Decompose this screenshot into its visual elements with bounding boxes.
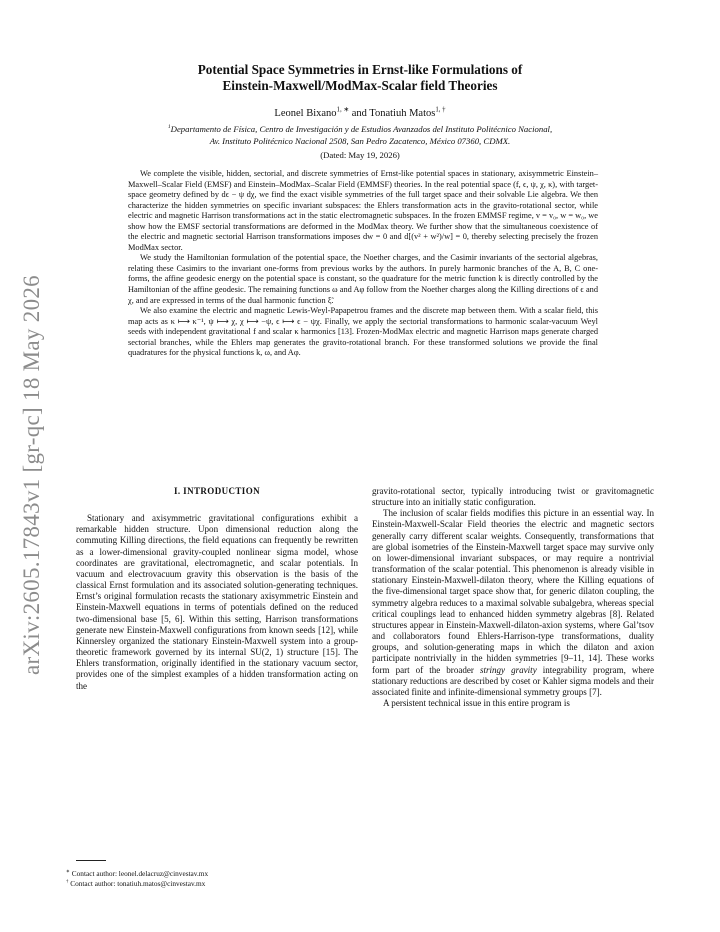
- footnotes: [66, 869, 366, 889]
- title-line-2: Einstein-Maxwell/ModMax-Scalar field Theories: [222, 78, 498, 93]
- author-conjunction: and: [351, 108, 367, 119]
- footnote-mark: ∗: [66, 869, 70, 875]
- paragraph-text: The inclusion of scalar fields modifies this picture in an essential way. In Einstein-Maxwell-Scalar Field theories the electric and magnetic sectors generally carry different scalar weights. Consequently, transformations that are global isometries of the Einstein-Maxwell target space may survive only on lower-dimensional invariant subspaces, or may require a nontrivial transformation of the scalar potential. This phenomenon is already visible in stationary Einstein-Maxwell-dilaton theory, where the Killing equations of the five-dimensional target space show that, for generic dilaton coupling, the symmetry algebra reduces to a maximal solvable subalgebra, whereas special critical couplings lead to enhanced hidden symmetry algebras [8]. Related structures appear in Einstein-Maxwell-dilaton-axion systems, where Gal’tsov and collaborators found Ehlers-Harrison-type transformations, duality groups, and solution-generating maps in which the dilaton and axion participate nontrivially in the hidden symmetries [9–11, 14]. These works form part of the broader: [372, 508, 654, 675]
- footnote-text: Contact author: leonel.delacruz@cinvestav.mx: [71, 869, 209, 878]
- author-name: Tonatiuh Matos: [369, 108, 436, 119]
- footnote-text: Contact author: tonatiuh.matos@cinvestav.mx: [70, 879, 206, 888]
- abstract-paragraph: We study the Hamiltonian formulation of the potential space, the Noether charges, and the Casimir invariants of the sectorial algebras, relating these Casimirs to the invariant one-forms from previous works by the authors. In purely harmonic branches of the A, B, C one-forms, the affine geodesic energy on the potential space is constant, so the quadrature for the metric function k is directly controlled by the Hamiltonian of the affine geodesic. The remaining functions ω and Aφ follow from the Noether charges along the Killing directions of ϵ and χ, and are expressed in terms of the dual harmonic function ξ̃.: [128, 253, 598, 305]
- affiliation: [80, 124, 640, 147]
- title-line-1: Potential Space Symmetries in Ernst-like Formulations of: [197, 62, 523, 77]
- footnote: [66, 879, 366, 889]
- author-affil-mark: 1, †: [435, 106, 446, 114]
- body-paragraph-continued: gravito-rotational sector, typically introducing twist or gravitomagnetic structure into an initially static configuration.: [372, 486, 654, 508]
- arxiv-id-text: arXiv:2605.17843v1 [gr-qc] 18 May 2026: [19, 275, 44, 675]
- body-paragraph: A persistent technical issue in this entire program is: [383, 697, 570, 708]
- footnote-rule: [76, 860, 106, 861]
- author-name: Leonel Bixano: [274, 108, 337, 119]
- section-heading-introduction: I. INTRODUCTION: [173, 486, 260, 496]
- footnote: [66, 869, 366, 879]
- author-list: [120, 108, 600, 119]
- affiliation-marker: 1: [167, 124, 171, 131]
- affiliation-line-2: Av. Instituto Politécnico Nacional 2508, San Pedro Zacatenco, México 07360, CDMX.: [209, 135, 511, 146]
- body-paragraph: [372, 508, 654, 698]
- right-column: [372, 486, 654, 709]
- author-affil-mark: 1, ∗: [336, 106, 350, 114]
- abstract: [128, 169, 598, 359]
- abstract-paragraph: We complete the visible, hidden, sectorial, and discrete symmetries of Ernst-like potential spaces in stationary, axisymmetric Einstein–Maxwell–Scalar Field (EMSF) and Einstein–ModMax–Scalar Field (EMMSF) theories. In the real potential space (f, ϵ, ψ, χ, κ), with target-space geometry defined by dϵ − ψ dχ, we find the exact visible symmetries of the full target space and their solvable Lie algebra. We then characterize the hidden symmetries on specific invariant subspaces: the Ehlers transformation acts in the gravito-rotational sector, while electric and magnetic Harrison transformations act in the static electromagnetic subspaces. In the frozen EMMSF regime, v = v₀, w = w₀, we show how the EMSF sectorial transformations are deformed in the ModMax theory. We further show that the simultaneous coexistence of the electric and magnetic sectorial Harrison transformations imposes dw = 0 and d[(v² + w²)/w] = 0, thereby selecting precisely the frozen ModMax sector.: [128, 169, 598, 252]
- footnote-mark: †: [66, 879, 69, 885]
- date-line: (Dated: May 19, 2026): [320, 150, 400, 160]
- abstract-paragraph: We also examine the electric and magnetic Lewis-Weyl-Papapetrou frames and the discrete map between them. With a scalar field, this map acts as κ ⟼ κ⁻¹, ψ ⟼ χ, χ ⟼ −ψ, ϵ ⟼ ϵ − ψχ. Finally, we apply the sectorial transformations to harmonic scalar-vacuum Weyl seeds with independent gravitational f and scalar κ harmonics [13]. Frozen-ModMax electric and magnetic Harrison maps generate charged sectorial branches, while the Ehlers map generates the gravito-rotational branch. For these transformed solutions we provide the final quadratures for the physical functions k, ω, and Aφ.: [128, 306, 598, 358]
- paper-title: [120, 62, 600, 94]
- left-column: [76, 486, 358, 692]
- paragraph-text: integrability program, where stationary reductions are described by coset or Kahler sigma models and their associated finite and infinite-dimensional symmetry groups [7].: [372, 664, 654, 697]
- body-paragraph: Stationary and axisymmetric gravitational configurations exhibit a remarkable hidden structure. Upon dimensional reduction along the commuting Killing directions, the field equations can frequently be rewritten as a lower-dimensional gravity-coupled nonlinear sigma model, whose coordinates are gravitational, electromagnetic, and scalar potentials. In vacuum and electrovacuum gravity this observation is the basis of the classical Ernst formulation and its associated solution-generating techniques. Ernst’s original formulation recasts the stationary axisymmetric Einstein and Einstein-Maxwell equations in terms of potentials defined on the reduced two-dimensional base [5, 6]. Within this setting, Harrison transformations generate new Einstein-Maxwell configurations from known seeds [12], while Kinnersley organized the stationary Einstein-Maxwell system into a group-theoretic framework governed by its internal SU(2, 1) structure [15]. The Ehlers transformation, originally identified in the stationary vacuum sector, provides one of the simplest examples of a hidden transformation acting on the: [76, 513, 358, 691]
- affiliation-line-1: Departamento de Física, Centro de Investigación y de Estudios Avanzados del Instituto Politécnico Nacional,: [170, 124, 553, 134]
- emphasis-text: stringy gravity: [479, 664, 537, 675]
- arxiv-identifier-stamp: [6, 260, 58, 690]
